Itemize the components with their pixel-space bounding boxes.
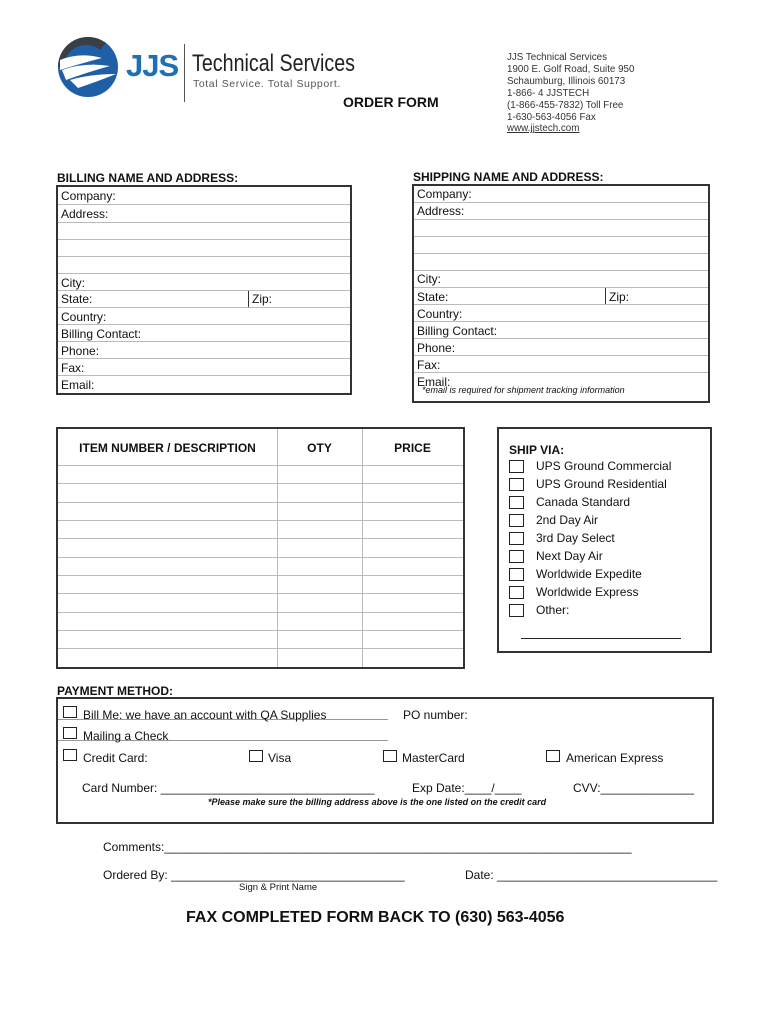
- mastercard-label: MasterCard: [402, 751, 465, 765]
- ship-option-3rd-day-select[interactable]: 3rd Day Select: [509, 531, 615, 545]
- shipping-address-line[interactable]: [414, 220, 708, 237]
- address-line: (1-866-455-7832) Toll Free: [507, 99, 624, 111]
- shipping-address-line[interactable]: [414, 254, 708, 271]
- credit-card-label: Credit Card:: [83, 751, 148, 765]
- amex-label: American Express: [566, 751, 664, 765]
- check-checkbox[interactable]: [63, 727, 77, 739]
- ship-option-ups-ground-residential[interactable]: UPS Ground Residential: [509, 477, 667, 491]
- billing-fax-field[interactable]: Fax:: [58, 359, 350, 376]
- billing-email-field[interactable]: Email:: [61, 378, 95, 392]
- checkbox-icon[interactable]: [509, 478, 524, 491]
- checkbox-icon[interactable]: [509, 496, 524, 509]
- bill-me-checkbox[interactable]: [63, 706, 77, 718]
- table-row[interactable]: [58, 593, 463, 594]
- card-number-field[interactable]: Card Number: ________________________________: [82, 781, 375, 795]
- table-row[interactable]: [58, 465, 463, 466]
- payment-box: [56, 697, 714, 824]
- billing-section-title: BILLING NAME AND ADDRESS:: [57, 171, 239, 185]
- shipping-section-title: SHIPPING NAME AND ADDRESS:: [413, 170, 604, 184]
- date-field[interactable]: Date: _________________________________: [465, 868, 718, 882]
- logo-tagline: Total Service. Total Support.: [193, 78, 341, 90]
- other-method-field[interactable]: [521, 638, 681, 639]
- table-row[interactable]: [58, 648, 463, 649]
- checkbox-icon[interactable]: [509, 604, 524, 617]
- ship-option-other[interactable]: Other:: [509, 603, 569, 617]
- exp-date-field[interactable]: Exp Date:____/____: [412, 781, 522, 795]
- checkbox-icon[interactable]: [509, 568, 524, 581]
- logo-company-name: Technical Services: [192, 50, 355, 77]
- table-row[interactable]: [58, 612, 463, 613]
- shipping-zip-field[interactable]: Zip:: [605, 288, 629, 304]
- address-line: JJS Technical Services: [507, 52, 608, 63]
- table-row[interactable]: [58, 538, 463, 539]
- table-row[interactable]: [58, 520, 463, 521]
- billing-address-line[interactable]: [58, 223, 350, 240]
- address-line: 1-630-563-4056 Fax: [507, 111, 596, 123]
- shipping-address-line[interactable]: [414, 237, 708, 254]
- ship-option-canada-standard[interactable]: Canada Standard: [509, 495, 630, 509]
- checkbox-icon[interactable]: [509, 460, 524, 473]
- billing-address-note: *Please make sure the billing address above is the one listed on the credit card: [208, 797, 547, 807]
- shipping-contact-field[interactable]: Billing Contact:: [414, 322, 708, 339]
- logo-divider: [184, 44, 185, 102]
- email-required-note: *email is required for shipment tracking information: [422, 385, 625, 395]
- shipping-city-field[interactable]: City:: [414, 271, 708, 288]
- checkbox-icon[interactable]: [509, 532, 524, 545]
- billing-address-box: [56, 185, 352, 395]
- logo-short-name: JJS: [126, 48, 179, 83]
- table-row[interactable]: [58, 557, 463, 558]
- ship-via-title: SHIP VIA:: [509, 443, 565, 457]
- company-address-block: [507, 52, 634, 135]
- form-title: ORDER FORM: [343, 94, 439, 110]
- shipping-address-box: [412, 184, 710, 403]
- billing-city-field[interactable]: City:: [58, 274, 350, 291]
- po-number-field[interactable]: PO number:: [403, 708, 468, 722]
- shipping-state-field[interactable]: State: Zip:: [414, 288, 708, 305]
- fax-instruction: FAX COMPLETED FORM BACK TO (630) 563-4056: [186, 909, 565, 926]
- company-logo-icon: [56, 36, 120, 98]
- billing-address-line[interactable]: [58, 240, 350, 257]
- table-row[interactable]: [58, 575, 463, 576]
- column-header-price: PRICE: [394, 441, 431, 455]
- billing-state-field[interactable]: State: Zip:: [58, 291, 350, 308]
- address-line: 1-866- 4 JJSTECH: [507, 87, 590, 99]
- address-line: Schaumburg, Illinois 60173: [507, 75, 626, 87]
- cvv-field[interactable]: CVV:______________: [573, 781, 694, 795]
- table-row[interactable]: [58, 483, 463, 484]
- address-line: 1900 E. Golf Road, Suite 950: [507, 63, 635, 75]
- comments-field[interactable]: Comments:______________________________________________________________________: [103, 840, 632, 854]
- check-label: Mailing a Check: [83, 729, 169, 743]
- sign-print-label: Sign & Print Name: [239, 882, 318, 893]
- shipping-company-field[interactable]: Company:: [414, 186, 708, 203]
- billing-phone-field[interactable]: Phone:: [58, 342, 350, 359]
- shipping-fax-field[interactable]: Fax:: [414, 356, 708, 373]
- shipping-email-field[interactable]: Email: *email is required for shipment tracking information: [414, 373, 708, 401]
- credit-card-checkbox[interactable]: [63, 749, 77, 761]
- billing-zip-field[interactable]: Zip:: [248, 291, 272, 307]
- bill-me-label: Bill Me: we have an account with QA Supplies: [83, 708, 327, 722]
- table-row[interactable]: [58, 630, 463, 631]
- ship-option-next-day-air[interactable]: Next Day Air: [509, 549, 603, 563]
- column-header-description: ITEM NUMBER / DESCRIPTION: [79, 441, 256, 455]
- billing-country-field[interactable]: Country:: [58, 308, 350, 325]
- items-table: [56, 427, 465, 669]
- billing-address-field[interactable]: Address:: [58, 205, 350, 223]
- billing-company-field[interactable]: Company:: [58, 187, 350, 205]
- shipping-country-field[interactable]: Country:: [414, 305, 708, 322]
- ship-option-2nd-day-air[interactable]: 2nd Day Air: [509, 513, 598, 527]
- ship-via-box: [497, 427, 712, 653]
- shipping-phone-field[interactable]: Phone:: [414, 339, 708, 356]
- amex-checkbox[interactable]: [546, 750, 560, 762]
- checkbox-icon[interactable]: [509, 514, 524, 527]
- billing-address-line[interactable]: [58, 257, 350, 274]
- column-header-qty: OTY: [307, 441, 332, 455]
- table-row[interactable]: [58, 502, 463, 503]
- ship-option-worldwide-express[interactable]: Worldwide Express: [509, 585, 638, 599]
- mastercard-checkbox[interactable]: [383, 750, 397, 762]
- shipping-address-field[interactable]: Address:: [414, 203, 708, 220]
- payment-section-title: PAYMENT METHOD:: [57, 684, 174, 698]
- checkbox-icon[interactable]: [509, 586, 524, 599]
- ship-option-worldwide-expedite[interactable]: Worldwide Expedite: [509, 567, 642, 581]
- billing-contact-field[interactable]: Billing Contact:: [58, 325, 350, 342]
- address-line[interactable]: www.jjstech.com: [507, 123, 580, 135]
- visa-label: Visa: [268, 751, 292, 765]
- visa-checkbox[interactable]: [249, 750, 263, 762]
- ordered-by-field[interactable]: Ordered By: ___________________________________: [103, 868, 405, 882]
- checkbox-icon[interactable]: [509, 550, 524, 563]
- ship-option-ups-ground-commercial[interactable]: UPS Ground Commercial: [509, 459, 671, 473]
